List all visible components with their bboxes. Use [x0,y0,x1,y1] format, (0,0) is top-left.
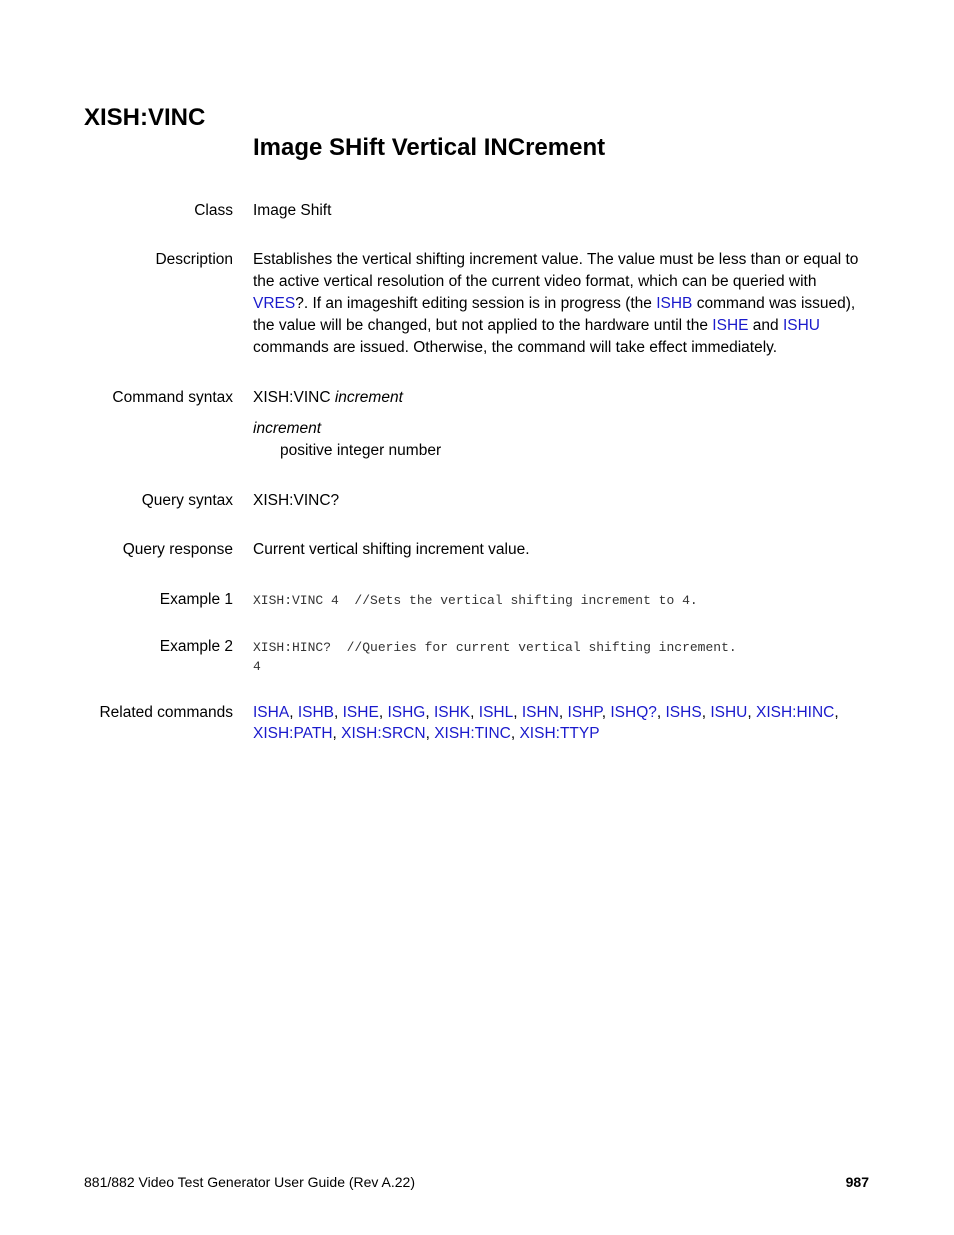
related-separator: , [510,725,520,742]
example2-code-block [253,638,868,676]
query-response-label: Query response [122,541,233,558]
related-link[interactable]: ISHL [478,704,514,721]
related-link[interactable]: ISHS [665,704,702,721]
example2-label: Example 2 [159,638,233,655]
related-link[interactable]: XISH:SRCN [341,725,426,742]
param-desc: positive integer number [280,442,442,459]
related-link[interactable]: ISHQ? [610,704,657,721]
related-link[interactable]: XISH:HINC [755,704,835,721]
related-link[interactable]: XISH:TTYP [519,725,600,742]
related-separator: , [747,704,756,721]
related-label: Related commands [99,704,233,721]
example2-code-line2: 4 [253,659,261,674]
description-text-3: command was issued), the value will be changed, but not applied to the hardware until the [253,295,856,334]
related-separator: , [701,704,711,721]
description-text [253,249,868,359]
description-text-2: ?. If an imageshift editing session is in progress (the [295,295,657,312]
syntax-prefix: XISH:VINC [253,389,335,406]
query-response-value: Current vertical shifting increment value. [253,541,530,558]
example1-label: Example 1 [159,591,233,608]
related-separator: , [332,725,342,742]
related-link[interactable]: ISHK [433,704,471,721]
link-ishb[interactable]: ISHB [656,295,693,312]
query-syntax-label: Query syntax [141,492,233,509]
related-link[interactable]: ISHN [521,704,559,721]
syntax-line [253,387,868,409]
command-subtitle: Image SHift Vertical INCrement [253,134,606,161]
description-text-4: and [748,317,783,334]
param-name: increment [253,420,322,437]
class-label: Class [194,202,233,219]
description-text-1: Establishes the vertical shifting increment value. The value must be less than or equal to the active vertical resolution of the current video format, which can be queried with [253,251,859,290]
syntax-param: increment [334,389,403,406]
link-ishe[interactable]: ISHE [712,317,749,334]
footer-guide-title: 881/882 Video Test Generator User Guide (Rev A.22) [84,1174,416,1190]
description-label: Description [155,251,233,268]
related-link[interactable]: ISHB [297,704,334,721]
related-link[interactable]: ISHP [567,704,602,721]
example1-code-block [253,591,868,610]
command-syntax-value [253,387,868,462]
related-separator: , [834,704,839,721]
class-value: Image Shift [253,202,332,219]
related-link[interactable]: ISHU [710,704,748,721]
related-separator: , [425,725,435,742]
related-link[interactable]: ISHG [387,704,426,721]
command-title: XISH:VINC [84,104,206,131]
related-link[interactable]: XISH:PATH [253,725,333,742]
related-separator: , [378,704,388,721]
related-separator: , [513,704,522,721]
example2-code-line1: XISH:HINC? //Queries for current vertical shifting increment. [253,640,737,655]
command-syntax-label: Command syntax [112,389,233,406]
related-separator: , [334,704,343,721]
link-vres[interactable]: VRES [253,295,296,312]
related-link[interactable]: ISHA [253,704,290,721]
related-separator: , [470,704,479,721]
related-separator: , [558,704,568,721]
query-syntax-value: XISH:VINC? [253,492,340,509]
related-link[interactable]: XISH:TINC [434,725,511,742]
related-separator: , [289,704,298,721]
footer-page-number: 987 [845,1174,869,1190]
related-separator: , [656,704,666,721]
link-ishu[interactable]: ISHU [782,317,821,334]
related-link[interactable]: ISHE [342,704,379,721]
description-text-5: commands are issued. Otherwise, the command will take effect immediately. [253,339,778,356]
related-links [253,702,868,744]
related-separator: , [425,704,434,721]
related-separator: , [601,704,611,721]
param-name-line [253,418,868,440]
example1-code: XISH:VINC 4 //Sets the vertical shifting increment to 4. [253,593,698,608]
